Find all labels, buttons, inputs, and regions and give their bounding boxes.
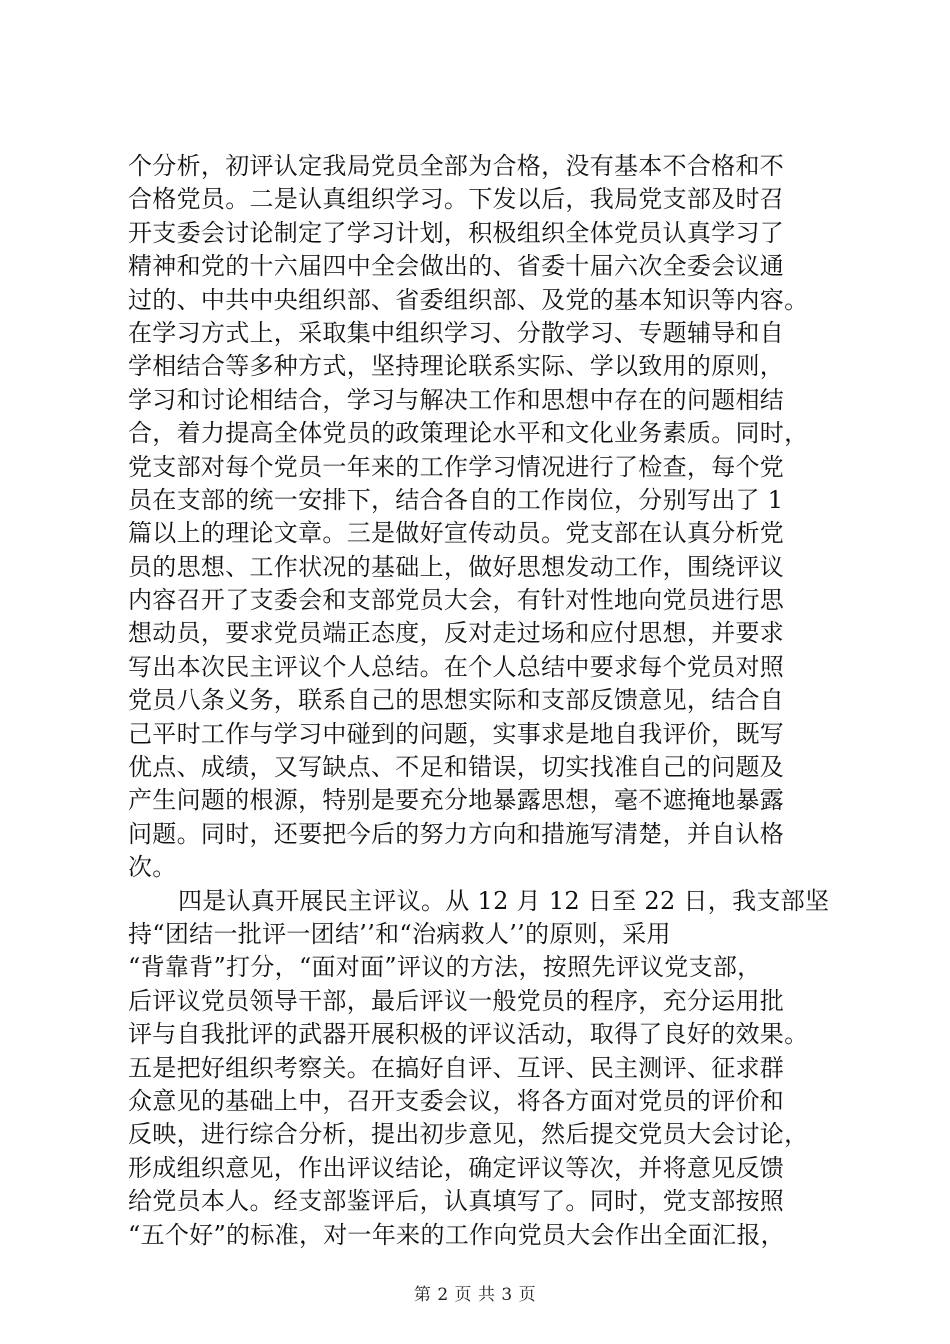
text-line: 产生问题的根源，特别是要充分地暴露思想，毫不遮掩地暴露: [128, 786, 785, 815]
text-line: 篇以上的理论文章。三是做好宣传动员。党支部在认真分析党: [128, 519, 785, 548]
text-line: 五是把好组织考察关。在搞好自评、互评、民主测评、征求群: [128, 1053, 785, 1082]
page-number-footer: 第 2 页 共 3 页: [413, 1285, 537, 1305]
document-body: [128, 150, 828, 1252]
text-line: 优点、成绩，又写缺点、不足和错误，切实找准自己的问题及: [128, 753, 785, 782]
text-line: 合格党员。二是认真组织学习。下发以后，我局党支部及时召: [128, 185, 785, 214]
text-line: 己平时工作与学习中碰到的问题，实事求是地自我评价，既写: [128, 719, 785, 748]
text-line: 党员八条义务，联系自己的思想实际和支部反馈意见，结合自: [128, 686, 785, 715]
text-line: “背靠背”打分，“面对面”评议的方法，按照先评议党支部，: [128, 953, 762, 982]
text-line: 次。: [128, 853, 177, 882]
text-line: 后评议党员领导干部，最后评议一般党员的程序，充分运用批: [128, 986, 785, 1015]
text-line: 形成组织意见，作出评议结论，确定评议等次，并将意见反馈: [128, 1153, 785, 1182]
text-line: 员的思想、工作状况的基础上，做好思想发动工作，围绕评议: [128, 552, 785, 581]
text-line: 想动员，要求党员端正态度，反对走过场和应付思想，并要求: [128, 619, 785, 648]
text-line: 员在支部的统一安排下，结合各自的工作岗位，分别写出了 1: [128, 485, 784, 514]
text-line: 写出本次民主评议个人总结。在个人总结中要求每个党员对照: [128, 652, 785, 681]
text-line: “五个好”的标准，对一年来的工作向党员大会作出全面汇报，: [128, 1220, 785, 1249]
text-line: 反映，进行综合分析，提出初步意见，然后提交党员大会讨论，: [128, 1120, 809, 1149]
text-line: 精神和党的十六届四中全会做出的、省委十届六次全委会议通: [128, 252, 785, 281]
text-line: 开支委会讨论制定了学习计划，积极组织全体党员认真学习了: [128, 218, 785, 247]
text-line: 在学习方式上，采取集中组织学习、分散学习、专题辅导和自: [128, 318, 785, 347]
paragraph-first-line: 四是认真开展民主评议。从 12 月 12 日至 22 日，我支部坚: [178, 886, 830, 915]
text-line: 个分析，初评认定我局党员全部为合格，没有基本不合格和不: [128, 152, 785, 180]
text-line: 党支部对每个党员一年来的工作学习情况进行了检查，每个党: [128, 452, 785, 481]
text-line: 学习和讨论相结合，学习与解决工作和思想中存在的问题相结: [128, 385, 785, 414]
text-line: 合，着力提高全体党员的政策理论水平和文化业务素质。同时，: [128, 419, 809, 448]
text-line: 问题。同时，还要把今后的努力方向和措施写清楚，并自认格: [128, 819, 785, 848]
text-line: 过的、中共中央组织部、省委组织部、及党的基本知识等内容。: [128, 285, 809, 314]
text-line: 评与自我批评的武器开展积极的评议活动，取得了良好的效果。: [128, 1020, 809, 1049]
text-line: 学相结合等多种方式，坚持理论联系实际、学以致用的原则，: [128, 352, 785, 381]
text-line: 内容召开了支委会和支部党员大会，有针对性地向党员进行思: [128, 586, 785, 615]
text-line: 给党员本人。经支部鉴评后，认真填写了。同时，党支部按照: [128, 1187, 785, 1216]
text-line: 持“团结一批评一团结’’和“治病救人’’的原则，采用: [128, 919, 671, 948]
text-line: 众意见的基础上中，召开支委会议，将各方面对党员的评价和: [128, 1086, 785, 1115]
